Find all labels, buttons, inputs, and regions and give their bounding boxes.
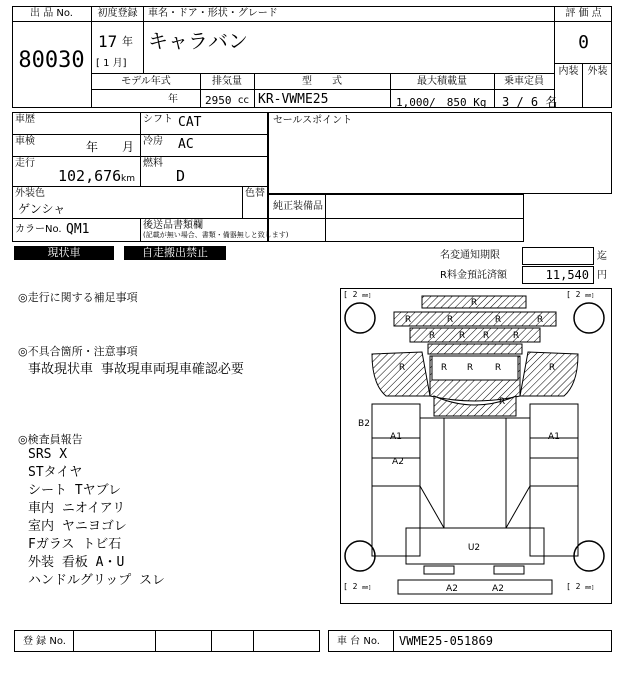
first-reg-label-cell: [92, 6, 144, 22]
damage-mark: U2: [467, 543, 481, 553]
inspector-line: Fガラス トビ石: [28, 537, 122, 552]
recycle-unit: 円: [597, 270, 607, 281]
car-name-cell: [144, 22, 554, 74]
fuel-value: D: [176, 167, 186, 185]
name-change-box: [522, 247, 594, 265]
score-label: 評 価 点: [565, 8, 602, 19]
fuel-label: 燃料: [143, 158, 163, 169]
type-label: 型 式: [302, 76, 342, 87]
rear-lamp-right: [494, 566, 524, 574]
inspector-line: STタイヤ: [28, 465, 83, 480]
model-year-value: 年: [168, 94, 178, 105]
sales-point-label: セールスポイント: [273, 115, 353, 126]
front-bumper: [394, 312, 556, 326]
recycle-label: R料金預託済額: [440, 270, 507, 281]
displacement-unit: cc: [238, 95, 249, 106]
corner-label-tr: [ 2 mm]: [566, 290, 595, 299]
damage-mark: B2: [358, 419, 370, 429]
driving-notes-title: ◎走行に関する補足事項: [18, 291, 138, 304]
front-right-fender: [520, 352, 578, 396]
reg-no-box: [14, 630, 320, 652]
car-name: キャラバン: [148, 29, 248, 53]
equipment-box: [268, 194, 524, 242]
score-label-cell: [554, 6, 612, 22]
damage-mark: R: [494, 363, 502, 373]
model-year-label: モデル年式: [121, 76, 171, 87]
body-line: [420, 486, 444, 528]
reg-month: [ 1 月]: [96, 58, 127, 69]
inspection-label: 車検: [15, 136, 35, 147]
recycle-box: [522, 266, 594, 284]
color-no-value: QM1: [66, 222, 90, 237]
chassis-label: 車 台 No.: [337, 636, 380, 647]
ac-label: 冷房: [143, 136, 163, 147]
car-name-label: 車名・ドア・形状・グレード: [148, 8, 278, 19]
damage-mark: R: [404, 315, 412, 325]
damage-mark: R: [494, 315, 502, 325]
lot-label: 出 品 No.: [30, 8, 73, 19]
details-divider: [12, 134, 268, 135]
name-change-unit: 迄: [597, 251, 607, 262]
score-value: 0: [578, 32, 589, 53]
damage-mark: A2: [392, 457, 404, 467]
exterior-color-value: ゲンシャ: [18, 202, 66, 216]
score-cell: [554, 22, 612, 64]
wheel-rear-left: [345, 541, 375, 571]
first-reg-cell: [92, 22, 144, 74]
shift-label: シフト: [143, 114, 173, 125]
defects-text: 事故現状車 事故現車両現車確認必要: [28, 362, 244, 377]
wheel-front-left: [345, 303, 375, 333]
damage-mark: R: [398, 363, 406, 373]
right-side-panel: [530, 404, 578, 486]
mileage-label: 走行: [15, 158, 35, 169]
load-label: 最大積載量: [417, 76, 467, 87]
capacity-value: 3 / 6 名: [502, 95, 558, 109]
sales-point-box: [268, 112, 612, 194]
reg-divider: [155, 631, 156, 651]
inspector-title: ◎検査員報告: [18, 433, 83, 446]
lot-number-cell: [12, 22, 92, 108]
damage-mark: R: [470, 298, 478, 308]
inspector-line: シート Tヤブレ: [28, 483, 122, 498]
exterior-color-label: 外装色: [15, 188, 45, 199]
inspector-line: ハンドルグリップ スレ: [28, 573, 166, 588]
ac-value: AC: [178, 137, 194, 152]
inspector-line: SRS X: [28, 447, 68, 462]
name-change-label: 名変通知期限: [440, 250, 500, 261]
inspection-year-unit: 年: [86, 140, 99, 154]
equipment-label: 純正装備品: [273, 201, 323, 212]
damage-mark: R: [428, 331, 436, 341]
car-name-label-cell: [144, 6, 554, 22]
details-divider: [140, 218, 141, 242]
displacement-label: 排気量: [212, 76, 242, 87]
rear-bumper: [398, 580, 552, 594]
details-divider: [12, 156, 268, 157]
reg-year-unit: 年: [122, 35, 133, 48]
chassis-divider: [393, 631, 394, 651]
car-damage-diagram: [340, 288, 612, 604]
damage-mark: R: [440, 363, 448, 373]
shift-value: CAT: [178, 115, 202, 130]
equipment-divider: [269, 218, 523, 219]
lot-number: 80030: [18, 48, 85, 73]
spec-divider: [390, 74, 391, 108]
reg-year: 17: [98, 32, 118, 51]
reg-divider: [73, 631, 74, 651]
damage-mark: R: [446, 315, 454, 325]
status-tag-no-self-drive: 自走搬出禁止: [124, 246, 226, 260]
exterior-label: 外装: [587, 66, 608, 77]
damage-mark: A2: [446, 584, 458, 594]
spec-divider: [494, 74, 495, 108]
shipping-label: 後送品書類欄: [143, 220, 203, 231]
displacement-value: 2950: [205, 94, 232, 107]
spec-divider: [200, 74, 201, 108]
inspector-lines: [28, 446, 165, 590]
damage-mark: R: [498, 397, 506, 407]
front-left-fender: [372, 352, 430, 396]
lot-label-cell: [12, 6, 92, 22]
chassis-no-box: [328, 630, 612, 652]
wheel-front-right: [574, 303, 604, 333]
damage-mark: R: [458, 331, 466, 341]
damage-mark: A2: [492, 584, 504, 594]
damage-mark: R: [548, 363, 556, 373]
interior-label: 内装: [558, 66, 579, 77]
details-divider: [242, 186, 243, 218]
inspector-line: 室内 ヤニヨゴレ: [28, 519, 127, 534]
reg-divider: [253, 631, 254, 651]
mileage-value: 102,676: [58, 167, 122, 185]
load-value: 1,000/ 850 Kg: [396, 96, 487, 109]
damage-mark: R: [466, 363, 474, 373]
rear-lamp-left: [424, 566, 454, 574]
rear-right-panel: [530, 486, 578, 556]
rear-left-panel: [372, 486, 420, 556]
inspection-month-unit: 月: [122, 140, 135, 154]
capacity-label: 乗車定員: [504, 76, 544, 87]
interior-cell: [554, 64, 583, 108]
damage-mark: R: [536, 315, 544, 325]
color-change-label: 色替: [245, 188, 265, 199]
damage-mark: R: [482, 331, 490, 341]
corner-label-br: [ 2 mm]: [566, 582, 595, 591]
corner-label-bl: [ 2 mm]: [343, 582, 372, 591]
inspector-line: 外装 看板 A・U: [28, 555, 125, 570]
exterior-cell: [583, 64, 612, 108]
type-value: KR-VWME25: [258, 92, 329, 107]
body-line: [506, 486, 530, 528]
recycle-value: 11,540: [545, 268, 589, 282]
color-no-label: カラーNo.: [15, 224, 62, 235]
front-panel: [428, 344, 522, 354]
damage-mark: R: [512, 331, 520, 341]
reg-divider: [211, 631, 212, 651]
status-tag-current: 現状車: [14, 246, 114, 260]
details-divider: [12, 186, 268, 187]
damage-mark: A1: [548, 432, 560, 442]
reg-no-label: 登 録 No.: [23, 636, 66, 647]
details-divider: [140, 112, 141, 186]
left-side-panel: [372, 404, 420, 486]
roof: [444, 418, 506, 528]
mileage-unit: km: [121, 174, 135, 184]
first-reg-label: 初度登録: [97, 8, 138, 19]
chassis-value: VWME25-051869: [399, 634, 493, 648]
history-label: 車歴: [15, 114, 35, 125]
spec-divider: [254, 74, 255, 108]
corner-label-tl: [ 2 mm]: [343, 290, 372, 299]
damage-mark: A1: [390, 432, 402, 442]
shipping-note: (記載が無い場合、書類・備器無しと致します): [143, 231, 289, 239]
inspector-line: 車内 ニオイアリ: [28, 501, 126, 516]
defects-title: ◎不具合箇所・注意事項: [18, 345, 138, 358]
